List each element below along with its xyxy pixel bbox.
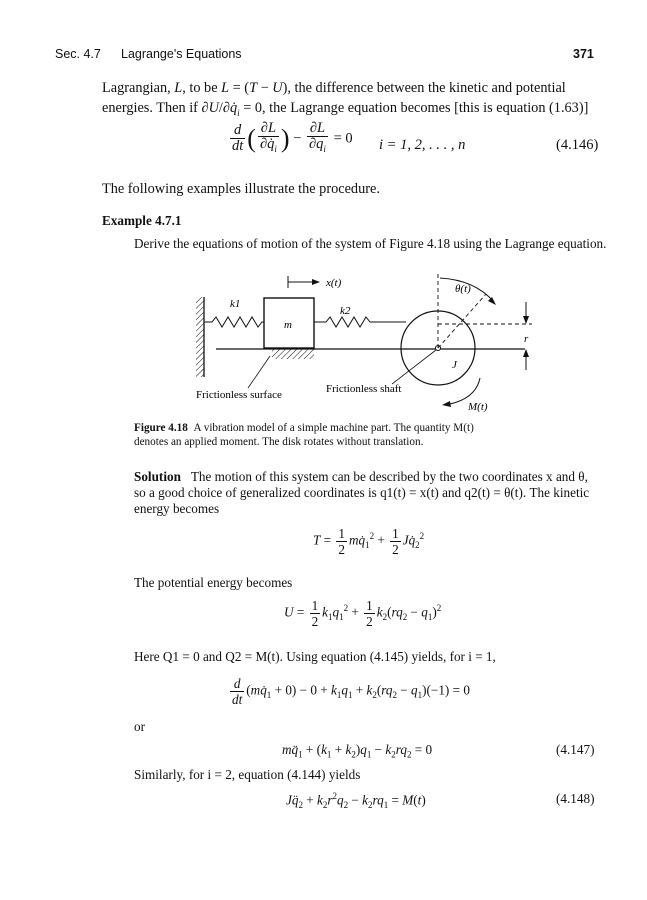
fig-label-surface: Frictionless surface — [196, 389, 282, 401]
figure-caption — [134, 421, 474, 436]
potential-energy-equation: U = $\frac{1}{2}$ $k_1q_1^2$ + $\frac{1}{2}$ $k_2(rq_2 - q_1)^2$ — [284, 598, 442, 629]
intro-text: energies. Then if — [102, 100, 198, 116]
figure-4-18 — [180, 262, 550, 422]
equation-4-148: $Jq̈_2 + k_2r^2q_2 - k_2rq_1 = M(t)$ — [286, 791, 426, 811]
fig-label-k1: k1 — [230, 298, 241, 310]
section-label: Sec. 4.7 — [55, 47, 101, 61]
following-sentence: The following examples illustrate the procedure. — [102, 181, 380, 197]
solution-label: Solution — [134, 469, 181, 484]
x-arrow-head — [312, 279, 320, 285]
r-arrow-down — [523, 316, 529, 324]
equation-number-4-147: (4.147) — [556, 742, 595, 757]
running-title: Lagrange's Equations — [121, 47, 242, 61]
fig-label-shaft: Frictionless shaft — [326, 383, 402, 395]
equation-index-range: i = 1, 2, . . . , n — [379, 137, 466, 153]
solution-line3: energy becomes — [134, 501, 220, 516]
theta-arrow-head — [488, 297, 496, 305]
fig-label-k2: k2 — [340, 305, 351, 317]
fig-label-m: m — [284, 319, 292, 331]
surface-hatching — [272, 349, 314, 359]
equation-4-146: $\frac{d}{dt}$ ( $\frac{\partial L}{\partial q̇_i}$ ) − $\frac{\partial L}{\partial q_i}$ = 0 — [232, 120, 353, 155]
fig-label-mt: M(t) — [468, 401, 488, 413]
solution-line2: so a good choice of generalized coordinates is q1(t) = x(t) and q2(t) = θ(t). The kinetic — [134, 485, 590, 500]
caption-label: Figure 4.18 — [134, 422, 188, 434]
surface-leader — [248, 356, 270, 388]
similarly-sentence: Similarly, for i = 2, equation (4.144) yields — [134, 767, 361, 782]
shaft-leader — [392, 350, 436, 384]
example-prompt: Derive the equations of motion of the system of Figure 4.18 using the Lagrange equation. — [134, 236, 607, 251]
or-word: or — [134, 719, 145, 734]
solution-text: The motion of this system can be described by the two coordinates x and θ, — [190, 469, 588, 484]
fig-label-xt: x(t) — [326, 277, 342, 289]
figure-caption-line2: denotes an applied moment. The disk rotates without translation. — [134, 436, 424, 448]
r-arrow-up — [523, 349, 529, 357]
intro-text: Lagrangian, — [102, 80, 171, 96]
kinetic-energy-equation: T = $\frac{1}{2}$ $mq̇_1^2$ + $\frac{1}{2}$ $Jq̇_2^2$ — [313, 526, 425, 557]
page-number: 371 — [573, 47, 594, 61]
potential-energy-sentence: The potential energy becomes — [134, 575, 293, 590]
spring-k2 — [314, 317, 406, 327]
here-sentence: Here Q1 = 0 and Q2 = M(t). Using equation (4.145) yields, for i = 1, — [134, 649, 496, 664]
equation-number-4-148: (4.148) — [556, 791, 595, 806]
lagrange-equation-i1: $\frac{d}{dt}$ $(mq̇_1 + 0) - 0 + k_1q_1 + k_2(rq_2 - q_1)(-1) = 0$ — [232, 676, 470, 707]
spring-k1 — [204, 317, 264, 327]
wall-hatching — [196, 297, 204, 377]
intro-text: to be — [189, 80, 218, 96]
intro-text: = 0, the Lagrange equation becomes [this is equation (1.63)] — [243, 100, 589, 116]
equation-4-147: $mq̈_1 + (k_1 + k_2)q_1 - k_2rq_2 = 0$ — [282, 742, 433, 760]
fig-label-r: r — [524, 333, 529, 345]
equation-number: (4.146) — [556, 137, 599, 153]
intro-text: the difference between the kinetic and potential — [294, 80, 566, 96]
solution-paragraph — [134, 468, 588, 485]
fig-label-j: J — [452, 359, 457, 371]
caption-text: A vibration model of a simple machine part. The quantity M(t) — [193, 422, 474, 434]
fig-label-theta: θ(t) — [455, 283, 471, 295]
rotated-radius — [438, 294, 486, 348]
moment-arrow-head — [442, 401, 451, 407]
example-title: Example 4.7.1 — [102, 213, 182, 228]
